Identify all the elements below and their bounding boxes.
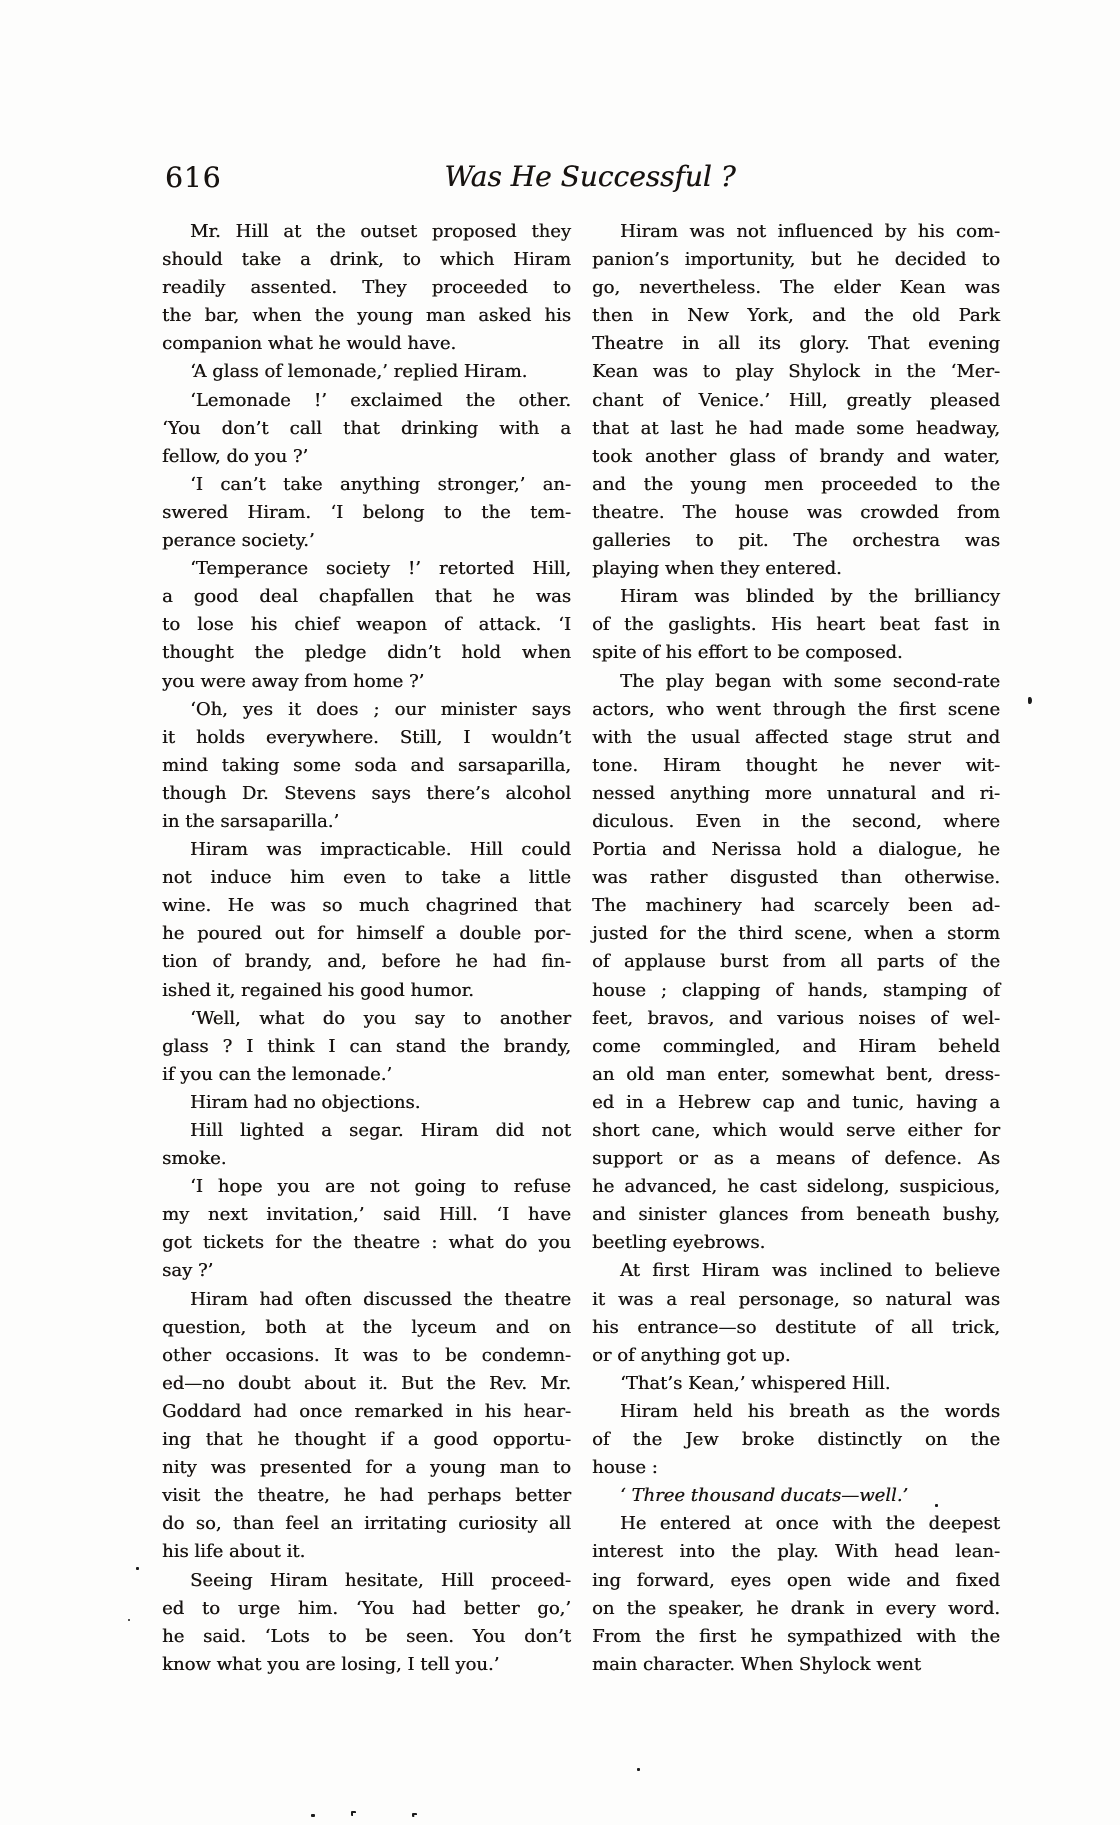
text-line: Portia and Nerissa hold a dialogue, he	[592, 839, 1000, 861]
paragraph	[592, 1257, 1000, 1369]
page-number: 616	[165, 161, 222, 194]
text-line: perance society.’	[162, 530, 315, 552]
text-line: you were away from home ?’	[162, 670, 425, 692]
text-line: Hill lighted a segar. Hiram did not	[190, 1120, 571, 1141]
text-line: swered Hiram. ‘I belong to the tem-	[162, 501, 571, 523]
text-line: other occasions. It was to be condemn-	[162, 1344, 571, 1366]
text-line: he said. ‘Lots to be seen. You don’t	[162, 1625, 571, 1647]
text-line: of applause burst from all parts of the	[592, 951, 1000, 973]
text-line: feet, bravos, and various noises of wel-	[592, 1007, 1000, 1029]
paragraph	[592, 1370, 1000, 1398]
text-line: visit the theatre, he had perhaps better	[162, 1485, 571, 1507]
text-line: his life about it.	[162, 1541, 306, 1563]
text-line: ed to urge him. ‘You had better go,’	[162, 1597, 571, 1619]
scan-speck	[351, 1811, 356, 1816]
paragraph	[162, 1089, 571, 1117]
text-line: interest into the play. With head lean-	[592, 1541, 1000, 1563]
paragraph	[592, 668, 1000, 1258]
text-line: ed in a Hebrew cap and tunic, having a	[592, 1091, 1000, 1113]
paragraph	[162, 1567, 571, 1679]
paragraph	[592, 218, 1000, 583]
scan-speck	[128, 1619, 130, 1621]
text-line: ‘Lemonade !’ exclaimed the other.	[190, 389, 571, 411]
text-line: diculous. Even in the second, where	[592, 810, 1000, 832]
text-line: say ?’	[162, 1260, 214, 1282]
text-line: fellow, do you ?’	[162, 445, 309, 467]
text-line: chant of Venice.’ Hill, greatly pleased	[592, 389, 1000, 411]
text-line: ished it, regained his good humor.	[162, 979, 474, 1001]
running-title: Was He Successful ?	[444, 160, 736, 193]
text-line: Theatre in all its glory. That evening	[592, 333, 1000, 355]
text-line: Hiram had often discussed the theatre	[190, 1288, 571, 1310]
text-line: main character. When Shylock went	[592, 1653, 921, 1675]
text-line: glass ? I think I can stand the brandy,	[162, 1035, 571, 1057]
text-line: companion what he would have.	[162, 333, 457, 355]
scan-speck	[311, 1814, 315, 1817]
text-line: ing that he thought if a good opportu-	[162, 1429, 571, 1451]
paragraph	[162, 1117, 571, 1173]
text-line: Hiram was impracticable. Hill could	[190, 839, 571, 861]
paragraph	[162, 387, 571, 471]
text-line: actors, who went through the first scene	[592, 698, 1000, 720]
text-line: support or as a means of defence. As	[592, 1148, 1000, 1170]
text-line: Hiram held his breath as the words	[620, 1400, 1000, 1422]
text-line: come commingled, and Hiram beheld	[592, 1035, 1000, 1057]
text-line: not induce him even to take a little	[162, 867, 571, 889]
paragraph	[162, 1005, 571, 1089]
text-line: thought the pledge didn’t hold when	[162, 642, 571, 664]
text-line: it holds everywhere. Still, I wouldn’t	[162, 726, 571, 748]
text-line: an old man enter, somewhat bent, dress-	[592, 1063, 1000, 1085]
paragraph	[162, 358, 571, 386]
text-line: playing when they entered.	[592, 558, 842, 580]
text-line: it was a real personage, so natural was	[592, 1288, 1000, 1310]
scan-speck	[935, 1504, 938, 1507]
text-line: Hiram had no objections.	[190, 1091, 421, 1113]
text-line: ing forward, eyes open wide and fixed	[592, 1569, 1000, 1591]
text-line: was rather disgusted than otherwise.	[592, 867, 1000, 889]
text-line: ‘Well, what do you say to another	[190, 1007, 571, 1029]
text-line: if you can the lemonade.’	[162, 1063, 393, 1085]
right-text-column	[592, 218, 1000, 1679]
paragraph	[592, 1510, 1000, 1679]
text-line: ‘Oh, yes it does ; our minister says	[190, 698, 571, 720]
text-line: Hiram was not influenced by his com-	[620, 221, 1000, 242]
text-line: and sinister glances from beneath bushy,	[592, 1204, 1000, 1226]
text-line: do so, than feel an irritating curiosity all	[162, 1513, 571, 1535]
text-line: took another glass of brandy and water,	[592, 445, 1000, 467]
text-line: on the speaker, he drank in every word.	[592, 1597, 1000, 1619]
text-line: short cane, which would serve either for	[592, 1120, 1000, 1141]
text-line: ‘That’s Kean,’ whispered Hill.	[620, 1372, 891, 1394]
paragraph	[162, 836, 571, 1005]
text-line: Mr. Hill at the outset proposed they	[190, 221, 571, 242]
scan-speck	[412, 1813, 417, 1817]
text-line: wine. He was so much chagrined that	[162, 895, 571, 917]
text-line: tion of brandy, and, before he had fin-	[162, 951, 571, 973]
text-line: The machinery had scarcely been ad-	[592, 895, 1000, 917]
text-line: justed for the third scene, when a storm	[592, 923, 1000, 945]
text-line: The play began with some second-rate	[620, 670, 1000, 692]
text-line: galleries to pit. The orchestra was	[592, 530, 1000, 552]
paragraph	[592, 1482, 1000, 1510]
text-line: the bar, when the young man asked his	[162, 305, 571, 327]
text-line: Goddard had once remarked in his hear-	[162, 1400, 571, 1422]
text-line: ‘A glass of lemonade,’ replied Hiram.	[190, 361, 528, 383]
text-line: question, both at the lyceum and on	[162, 1316, 571, 1338]
text-line: should take a drink, to which Hiram	[162, 249, 571, 271]
text-line: panion’s importunity, but he decided to	[592, 249, 1000, 271]
text-line: ‘I can’t take anything stronger,’ an-	[190, 473, 571, 495]
paragraph	[162, 1286, 571, 1567]
text-line: with the usual affected stage strut and	[592, 726, 1000, 748]
text-line: At first Hiram was inclined to believe	[620, 1260, 1000, 1282]
text-line: though Dr. Stevens says there’s alcohol	[162, 782, 571, 804]
text-line: nessed anything more unnatural and ri-	[592, 782, 1000, 804]
text-line: nity was presented for a young man to	[162, 1457, 571, 1479]
text-line: ed—no doubt about it. But the Rev. Mr.	[162, 1372, 571, 1394]
text-line: ‘Temperance society !’ retorted Hill,	[190, 558, 571, 580]
text-line: or of anything got up.	[592, 1344, 791, 1366]
text-line: got tickets for the theatre : what do you	[162, 1232, 571, 1254]
text-line: He entered at once with the deepest	[620, 1513, 1000, 1535]
text-line: his entrance—so destitute of all trick,	[592, 1316, 1000, 1338]
text-line: house :	[592, 1457, 658, 1479]
text-line: Kean was to play Shylock in the ‘Mer-	[592, 361, 1000, 383]
text-line: ‘I hope you are not going to refuse	[190, 1176, 571, 1198]
paragraph	[162, 696, 571, 836]
text-line: and the young men proceeded to the	[592, 473, 1000, 495]
scan-speck	[1028, 697, 1032, 704]
text-line: house ; clapping of hands, stamping of	[592, 979, 1000, 1001]
text-line: that at last he had made some headway,	[592, 417, 1000, 439]
text-line: a good deal chapfallen that he was	[162, 586, 571, 608]
paragraph	[592, 583, 1000, 667]
text-line: then in New York, and the old Park	[592, 305, 1000, 327]
text-line: he advanced, he cast sidelong, suspicious,	[592, 1176, 1000, 1198]
text-line: of the gaslights. His heart beat fast in	[592, 614, 1000, 636]
text-line: smoke.	[162, 1148, 227, 1170]
text-line: he poured out for himself a double por-	[162, 923, 571, 945]
paragraph	[162, 555, 571, 695]
scan-speck	[637, 1768, 640, 1771]
paragraph	[162, 471, 571, 555]
text-line: From the first he sympathized with the	[592, 1625, 1000, 1647]
left-text-column	[162, 218, 571, 1679]
text-line: readily assented. They proceeded to	[162, 277, 571, 299]
text-line: tone. Hiram thought he never wit-	[592, 754, 1000, 776]
text-line: my next invitation,’ said Hill. ‘I have	[162, 1204, 571, 1226]
text-line: go, nevertheless. The elder Kean was	[592, 277, 1000, 299]
text-line: Seeing Hiram hesitate, Hill proceed-	[190, 1569, 571, 1591]
text-line: Hiram was blinded by the brilliancy	[620, 586, 1000, 608]
scan-speck	[136, 1567, 139, 1570]
text-line: mind taking some soda and sarsaparilla,	[162, 754, 571, 776]
paragraph	[162, 218, 571, 358]
text-line: ‘You don’t call that drinking with a	[162, 417, 571, 439]
paragraph	[592, 1398, 1000, 1482]
text-line: spite of his effort to be composed.	[592, 642, 903, 664]
text-line: ‘ Three thousand ducats—well.’	[620, 1485, 909, 1507]
text-line: in the sarsaparilla.’	[162, 810, 340, 832]
text-line: know what you are losing, I tell you.’	[162, 1653, 500, 1675]
text-line: to lose his chief weapon of attack. ‘I	[162, 614, 571, 636]
paragraph	[162, 1173, 571, 1285]
text-line: theatre. The house was crowded from	[592, 501, 1000, 523]
text-line: beetling eyebrows.	[592, 1232, 766, 1254]
text-line: of the Jew broke distinctly on the	[592, 1429, 1000, 1451]
